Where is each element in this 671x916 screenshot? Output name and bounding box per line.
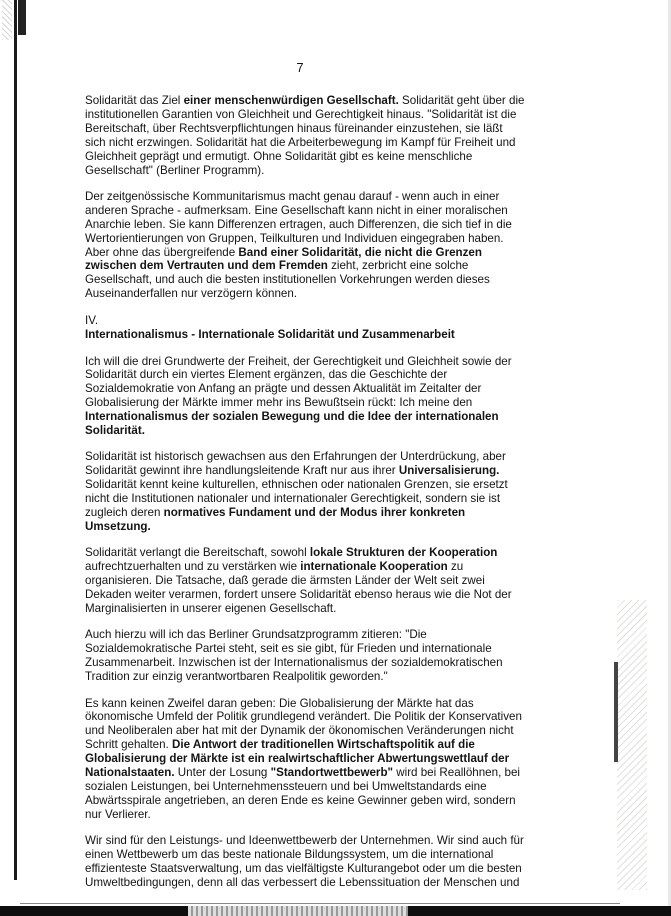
bold-text: Die Antwort der traditionellen Wirtschaftspolitik auf die Globalisierung der Märkte ist ein realwirtschaftlicher Abwertungswettlauf der Nationalstaaten. bbox=[85, 738, 510, 780]
section-number: IV. bbox=[85, 313, 99, 327]
bold-text: internationale Kooperation bbox=[300, 560, 448, 574]
scan-page-edge-bottom bbox=[20, 903, 620, 904]
text: Solidarität das Ziel bbox=[85, 94, 184, 107]
text: zu organisieren. Die Tatsache, daß gerade die ärmsten Länder der Welt seit zwei Dekaden weiter verarmen, fordert unsere Solidarität ebenso heraus wie die Not der Marginalisierten in unserer eigenen Gesellschaft. bbox=[85, 560, 512, 615]
text: Solidarität geht über die institutionellen Garantien von Gleichheit und Gerechtigkeit hinaus. "Solidarität ist die Bereitschaft, über Rechtsverpflichtungen hinaus füreinander einzustehen, sie läßt sich nicht erzwingen. Solidarität hat die Arbeiterbewegung im Kampf für Freiheit und Gleichheit geprägt und ermutigt. Ohne Solidarität gibt es keine menschliche Gesellschaft" (Berliner Programm). bbox=[85, 94, 525, 177]
paragraph bbox=[85, 834, 525, 890]
text: Es kann keinen Zweifel daran geben: Die Globalisierung der Märkte hat das ökonomische Umfeld der Politik grundlegend verändert. Die Politik der Konservativen und Neoliberalen aber hat mit der Dynamik der ökonomischen Veränderungen nicht Schritt gehalten. bbox=[85, 696, 522, 752]
text: Der zeitgenössische Kommunitarismus macht genau darauf - wenn auch in einer anderen Sprache - aufmerksam. Eine Gesellschaft kann nicht in einer moralischen Anarchie leben. Sie kann Differenzen ertragen, auch Differenzen, die sich tief in die Wertorientierungen von Gruppen, Teilkulturen und Individuen eingegraben haben. Aber ohne das übergreifende bbox=[85, 189, 512, 259]
bold-text: Internationalismus der sozialen Bewegung und die Idee der internationalen Solidarität. bbox=[85, 410, 499, 438]
text: Solidarität verlangt die Bereitschaft, sowohl bbox=[85, 546, 310, 560]
scan-noise-right bbox=[617, 600, 647, 890]
paragraph bbox=[85, 94, 525, 177]
bold-text: Universalisierung. bbox=[398, 464, 500, 478]
text: Auch hierzu will ich das Berliner Grundsatzprogramm zitieren: "Die Sozialdemokratische Partei steht, seit es sie gibt, für Frieden und internationale Zusammenarbeit. Inzwischen ist der Internationalismus der sozialdemokratischen Tradition zur einzig verantwortbaren Realpolitik geworden." bbox=[85, 628, 503, 684]
text: Solidarität ist historisch gewachsen aus den Erfahrungen der Unterdrückung, aber Solidarität gewinnt ihre handlungsleitende Kraft nur aus ihrer bbox=[85, 450, 506, 478]
bold-text: "Standortwettbewerb" bbox=[270, 766, 394, 780]
scan-page-edge-left bbox=[14, 0, 17, 880]
paragraph bbox=[85, 697, 525, 822]
scan-mark-right bbox=[614, 662, 618, 762]
text: Ich will die drei Grundwerte der Freiheit, der Gerechtigkeit und Gleichheit sowie der Solidarität durch ein viertes Element ergänzen, das die Geschichte der Sozialdemokratie von Anfang an prägte und dessen Aktualität im Zeitalter der Globalisierung der Märkte immer mehr ins Bewußtsein rückt: Ich meine den bbox=[85, 354, 512, 410]
scan-shadow-left-top bbox=[18, 0, 26, 35]
scan-noise-bottom bbox=[188, 906, 408, 916]
intro-paragraphs bbox=[85, 94, 525, 301]
section-paragraphs bbox=[85, 355, 525, 890]
text: wird bei Reallöhnen, bei sozialen Leistungen, bei Unternehmenssteuern und bei Umweltstandards eine Abwärtsspirale angetrieben, an deren Ende es keine Gewinner geben wird, sondern nur Verlierer. bbox=[85, 766, 520, 821]
bold-text: normatives Fundament und der Modus ihrer konkreten Umsetzung. bbox=[85, 506, 466, 533]
text: Wir sind für den Leistungs- und Ideenwettbewerb der Unternehmen. Wir sind auch für einen Wettbewerb um das beste nationale Bildungssystem, um die international effizienteste Staatsverwaltung, um das vielfältigste Kulturangebot oder um die besten Umweltbedingungen, denn all das verbessert die Lebenssituation der Menschen und bbox=[85, 834, 524, 889]
scan-noise-left bbox=[2, 0, 12, 40]
paragraph bbox=[85, 450, 525, 533]
paragraph bbox=[85, 628, 525, 684]
text: Solidarität kennt keine kulturellen, ethnischen oder nationalen Grenzen, sie ersetzt nicht die Institutionen nationaler und internationaler Gerechtigkeit, sondern sie ist zugleich deren bbox=[85, 478, 508, 520]
page-number: 7 bbox=[296, 60, 304, 75]
bold-text: Band einer Solidarität, die nicht die Grenzen zwischen dem Vertrauten und dem Fremden bbox=[85, 245, 482, 273]
bold-text: lokale Strukturen der Kooperation bbox=[309, 546, 498, 560]
bold-text: einer menschenwürdigen Gesellschaft. bbox=[183, 94, 399, 107]
section-heading: Internationalismus - Internationale Solidarität und Zusammenarbeit bbox=[85, 327, 455, 341]
paragraph bbox=[85, 355, 525, 438]
text: zieht, zerbricht eine solche Gesellschaft, und auch die besten institutionellen Vorkehrungen werden dieses Auseinanderfallen nur verzögern können. bbox=[85, 259, 490, 301]
document-body bbox=[85, 94, 525, 902]
text: Unter der Losung bbox=[174, 766, 271, 780]
paragraph bbox=[85, 546, 525, 616]
paragraph bbox=[85, 190, 525, 301]
text: aufrechtzuerhalten und zu verstärken wie bbox=[85, 560, 301, 574]
